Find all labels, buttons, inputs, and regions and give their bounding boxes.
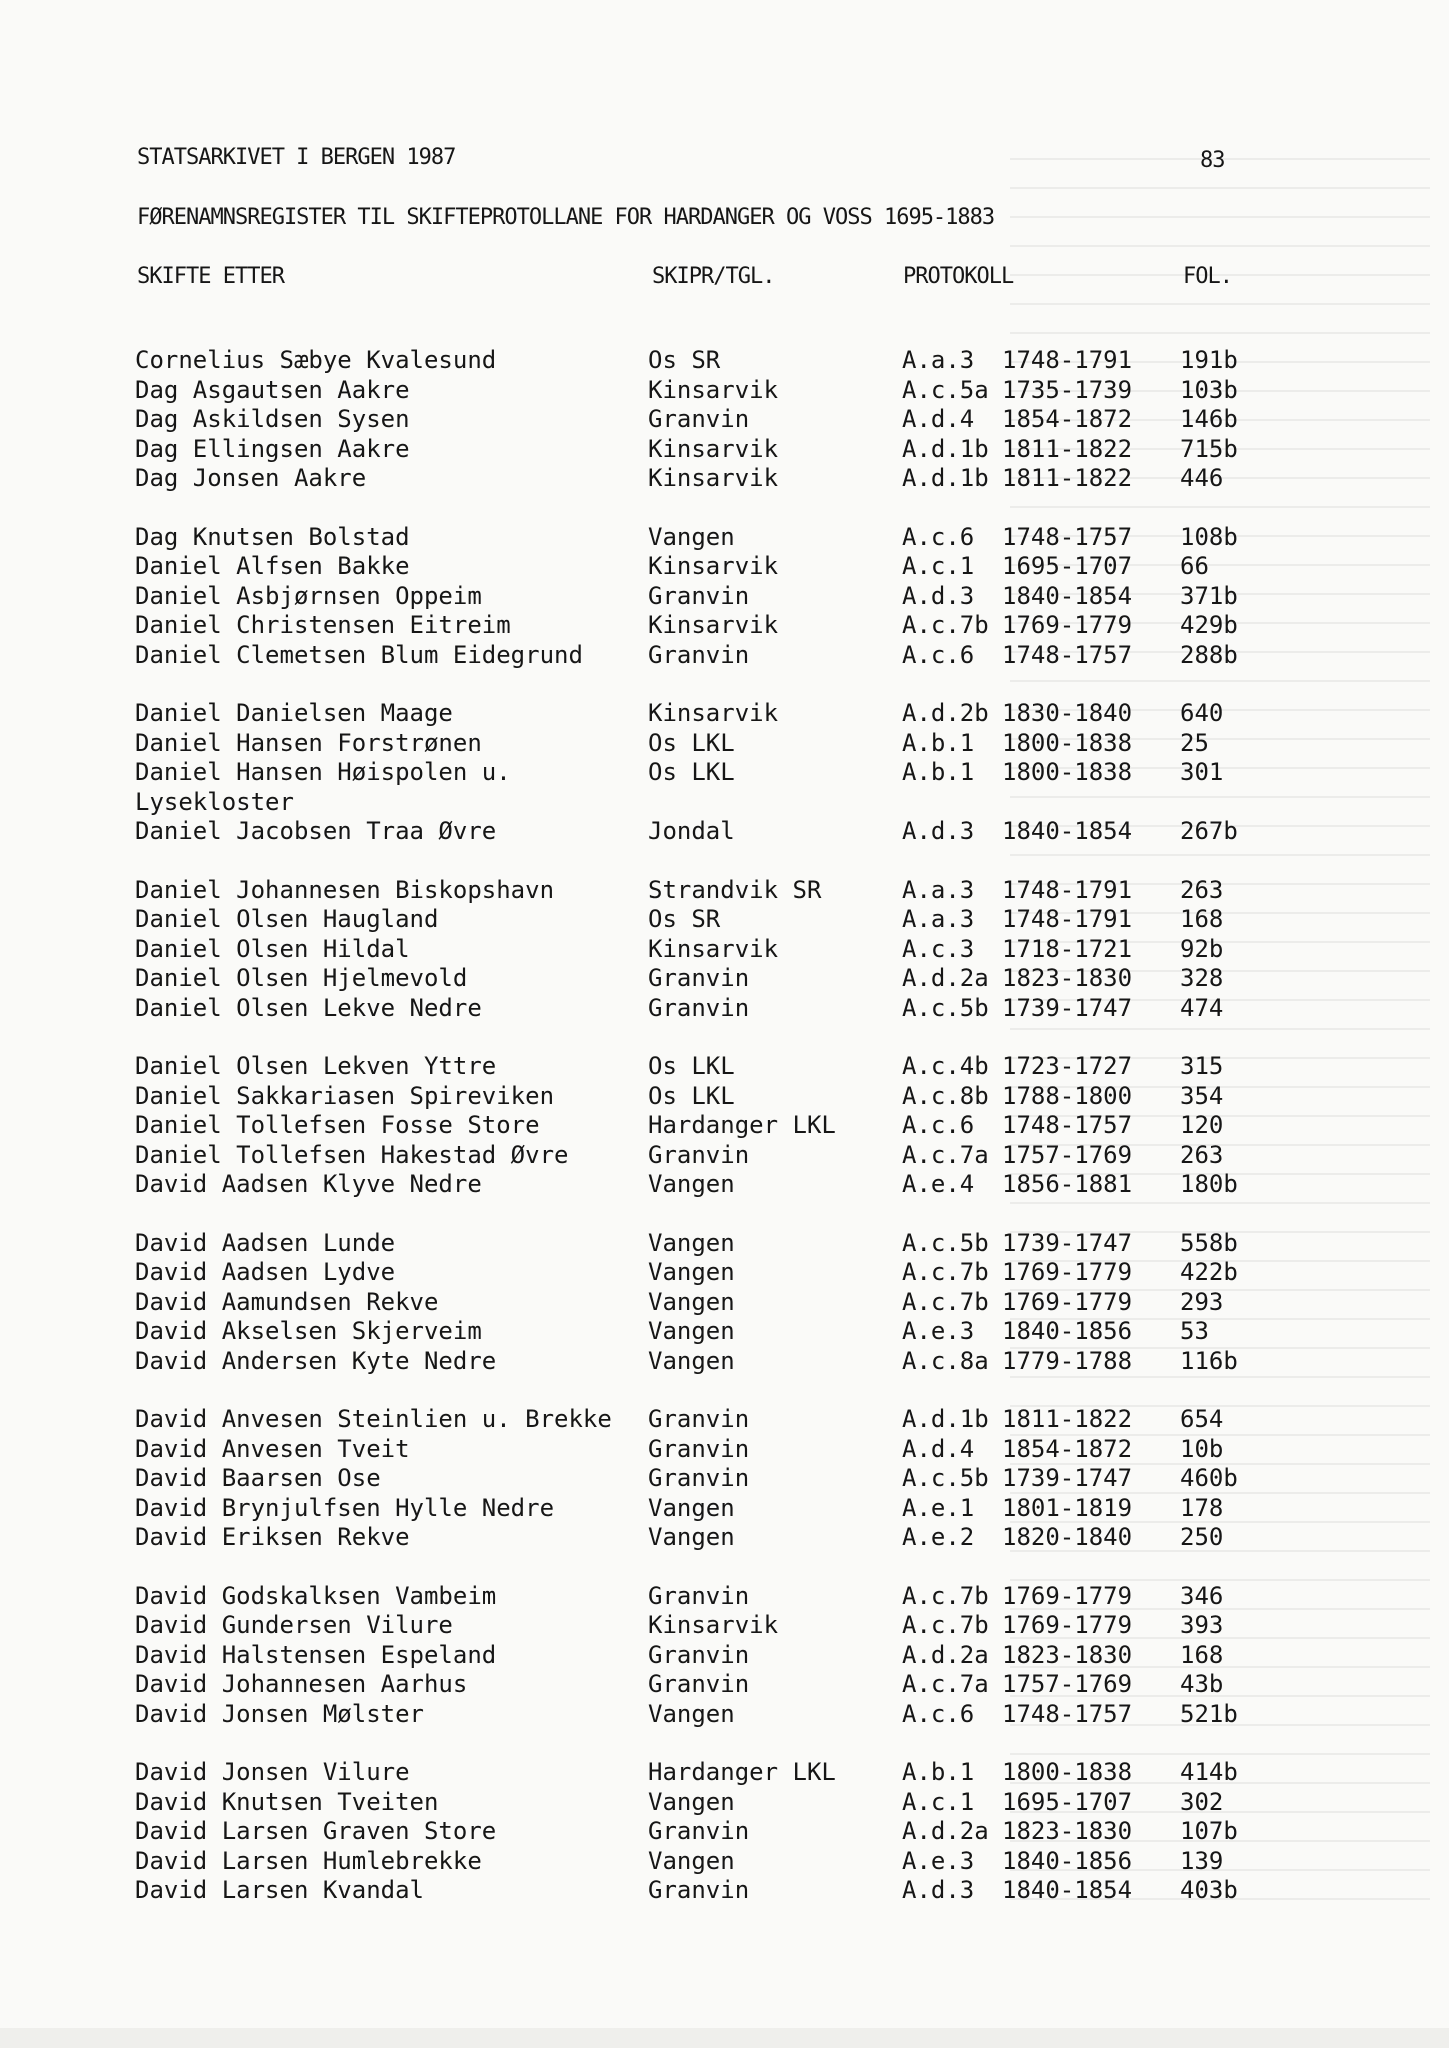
entry-years: 1748-1791	[1002, 346, 1133, 374]
entry-name: David Aadsen Klyve Nedre	[135, 1170, 482, 1198]
entry-name: David Anvesen Tveit	[135, 1434, 410, 1463]
entry-tgl: Vangen	[648, 1787, 735, 1816]
entry-years: 1854-1872	[1002, 1434, 1133, 1463]
entry-years: 1800-1838	[1002, 758, 1133, 786]
table-row	[0, 1288, 1449, 1318]
entry-group	[0, 523, 1449, 671]
entry-folio: 139	[1180, 1846, 1224, 1875]
entry-folio: 263	[1180, 875, 1224, 904]
entry-group	[0, 1758, 1449, 1906]
entry-protocol: A.d.2a	[902, 1640, 989, 1669]
entry-protocol: A.e.1	[902, 1493, 975, 1522]
table-row	[0, 1111, 1449, 1141]
entry-years: 1811-1822	[1002, 434, 1133, 463]
entry-name: Daniel Olsen Lekve Nedre	[135, 993, 482, 1022]
entry-group	[0, 699, 1449, 847]
entry-years: 1800-1838	[1002, 728, 1133, 757]
entry-years: 1748-1791	[1002, 905, 1133, 933]
entry-tgl: Granvin	[648, 1405, 750, 1433]
entry-protocol: A.d.2a	[902, 964, 989, 992]
table-row	[0, 699, 1449, 729]
entry-name: David Johannesen Aarhus	[135, 1670, 468, 1698]
entry-folio: 301	[1180, 758, 1224, 786]
page-bottom-edge	[0, 2028, 1449, 2048]
entry-tgl: Os LKL	[648, 758, 735, 786]
entry-tgl: Granvin	[648, 581, 750, 610]
entry-name: Daniel Christensen Eitreim	[135, 611, 511, 639]
entry-protocol: A.e.2	[902, 1523, 975, 1551]
entry-tgl: Jondal	[648, 817, 735, 845]
entry-folio: 92b	[1180, 934, 1224, 963]
entry-years: 1769-1779	[1002, 1581, 1133, 1610]
table-row	[0, 1876, 1449, 1906]
entry-tgl: Os SR	[648, 905, 721, 933]
entry-protocol: A.a.3	[902, 875, 975, 904]
table-row	[0, 876, 1449, 906]
entry-protocol: A.a.3	[902, 346, 975, 374]
entry-name: Lysekloster	[135, 787, 294, 816]
entry-name: Daniel Clemetsen Blum Eidegrund	[135, 640, 583, 669]
entry-name: David Eriksen Rekve	[135, 1523, 410, 1551]
entry-years: 1840-1856	[1002, 1317, 1133, 1345]
entry-years: 1854-1872	[1002, 405, 1133, 433]
entry-tgl: Os SR	[648, 346, 721, 374]
entry-folio: 393	[1180, 1611, 1224, 1639]
column-header-name: SKIFTE ETTER	[137, 264, 284, 289]
entry-years: 1748-1791	[1002, 875, 1133, 904]
entry-folio: 558b	[1180, 1228, 1238, 1257]
table-row	[0, 582, 1449, 612]
entry-protocol: A.e.3	[902, 1317, 975, 1345]
entry-folio: 178	[1180, 1493, 1224, 1522]
entry-folio: 180b	[1180, 1170, 1238, 1198]
entry-years: 1823-1830	[1002, 1640, 1133, 1669]
entry-protocol: A.c.7a	[902, 1670, 989, 1698]
entry-protocol: A.b.1	[902, 758, 975, 786]
table-row	[0, 1758, 1449, 1788]
table-row	[0, 1258, 1449, 1288]
entry-folio: 446	[1180, 464, 1224, 492]
entry-group	[0, 346, 1449, 494]
table-row	[0, 1082, 1449, 1112]
entry-tgl: Vangen	[648, 1317, 735, 1345]
entry-years: 1695-1707	[1002, 552, 1133, 580]
entry-protocol: A.d.2a	[902, 1817, 989, 1845]
entry-years: 1823-1830	[1002, 1817, 1133, 1845]
entry-folio: 66	[1180, 552, 1209, 580]
register-entries	[0, 346, 1449, 1935]
entry-years: 1748-1757	[1002, 640, 1133, 669]
entry-protocol: A.b.1	[902, 1758, 975, 1786]
entry-folio: 315	[1180, 1052, 1224, 1080]
entry-name: Daniel Alfsen Bakke	[135, 552, 410, 580]
entry-years: 1739-1747	[1002, 1464, 1133, 1492]
entry-years: 1801-1819	[1002, 1493, 1133, 1522]
entry-protocol: A.c.1	[902, 1787, 975, 1816]
entry-protocol: A.e.3	[902, 1846, 975, 1875]
entry-protocol: A.c.5a	[902, 375, 989, 404]
entry-years: 1748-1757	[1002, 1699, 1133, 1728]
entry-years: 1695-1707	[1002, 1787, 1133, 1816]
table-row	[0, 1582, 1449, 1612]
entry-protocol: A.d.3	[902, 817, 975, 845]
entry-protocol: A.e.4	[902, 1170, 975, 1198]
entry-name: David Larsen Kvandal	[135, 1876, 424, 1904]
entry-years: 1739-1747	[1002, 1228, 1133, 1257]
entry-years: 1820-1840	[1002, 1523, 1133, 1551]
entry-protocol: A.d.2b	[902, 699, 989, 727]
entry-folio: 168	[1180, 905, 1224, 933]
entry-protocol: A.d.4	[902, 405, 975, 433]
entry-protocol: A.c.5b	[902, 1228, 989, 1257]
table-row	[0, 523, 1449, 553]
table-row	[0, 1464, 1449, 1494]
entry-name: David Aadsen Lydve	[135, 1258, 396, 1286]
table-row	[0, 1847, 1449, 1877]
entry-years: 1769-1779	[1002, 1611, 1133, 1639]
table-row	[0, 1641, 1449, 1671]
table-row	[0, 1494, 1449, 1524]
entry-folio: 429b	[1180, 611, 1238, 639]
entry-tgl: Granvin	[648, 1434, 750, 1463]
table-row	[0, 1170, 1449, 1200]
entry-years: 1779-1788	[1002, 1346, 1133, 1375]
table-row	[0, 729, 1449, 759]
entry-tgl: Hardanger LKL	[648, 1758, 836, 1786]
entry-folio: 293	[1180, 1287, 1224, 1316]
entry-name: David Gundersen Vilure	[135, 1611, 453, 1639]
entry-protocol: A.a.3	[902, 905, 975, 933]
entry-name: David Larsen Graven Store	[135, 1817, 497, 1845]
column-header-folio: FOL.	[1183, 264, 1232, 289]
entry-name: Daniel Hansen Høispolen u.	[135, 758, 511, 786]
table-row	[0, 464, 1449, 494]
entry-folio: 120	[1180, 1111, 1224, 1139]
entry-tgl: Strandvik SR	[648, 875, 822, 904]
entry-protocol: A.c.7a	[902, 1140, 989, 1169]
entry-protocol: A.c.7b	[902, 611, 989, 639]
entry-folio: 328	[1180, 964, 1224, 992]
entry-protocol: A.d.1b	[902, 434, 989, 463]
table-row	[0, 817, 1449, 847]
entry-tgl: Granvin	[648, 1140, 750, 1169]
entry-name: Dag Knutsen Bolstad	[135, 522, 410, 551]
entry-folio: 288b	[1180, 640, 1238, 669]
entry-protocol: A.c.6	[902, 522, 975, 551]
entry-tgl: Vangen	[648, 1170, 735, 1198]
entry-folio: 403b	[1180, 1876, 1238, 1904]
entry-protocol: A.d.3	[902, 581, 975, 610]
table-row	[0, 1611, 1449, 1641]
entry-group	[0, 876, 1449, 1024]
entry-folio: 414b	[1180, 1758, 1238, 1786]
entry-tgl: Os LKL	[648, 728, 735, 757]
entry-name: Daniel Asbjørnsen Oppeim	[135, 581, 482, 610]
entry-folio: 354	[1180, 1081, 1224, 1110]
page-number: 83	[1200, 148, 1225, 173]
entry-folio: 43b	[1180, 1670, 1224, 1698]
entry-folio: 191b	[1180, 346, 1238, 374]
entry-years: 1769-1779	[1002, 611, 1133, 639]
entry-folio: 263	[1180, 1140, 1224, 1169]
table-row	[0, 1788, 1449, 1818]
entry-years: 1723-1727	[1002, 1052, 1133, 1080]
table-row	[0, 788, 1449, 818]
entry-tgl: Granvin	[648, 1670, 750, 1698]
entry-tgl: Os LKL	[648, 1081, 735, 1110]
entry-tgl: Granvin	[648, 993, 750, 1022]
entry-name: David Baarsen Ose	[135, 1464, 381, 1492]
entry-tgl: Kinsarvik	[648, 375, 779, 404]
table-row	[0, 1405, 1449, 1435]
entry-years: 1718-1721	[1002, 934, 1133, 963]
entry-group	[0, 1582, 1449, 1730]
entry-name: Daniel Tollefsen Fosse Store	[135, 1111, 540, 1139]
entry-tgl: Granvin	[648, 405, 750, 433]
entry-folio: 474	[1180, 993, 1224, 1022]
entry-folio: 422b	[1180, 1258, 1238, 1286]
entry-name: Daniel Olsen Hildal	[135, 934, 410, 963]
entry-tgl: Granvin	[648, 1817, 750, 1845]
table-row	[0, 552, 1449, 582]
entry-years: 1800-1838	[1002, 1758, 1133, 1786]
table-row	[0, 1700, 1449, 1730]
entry-group	[0, 1405, 1449, 1553]
entry-tgl: Hardanger LKL	[648, 1111, 836, 1139]
entry-years: 1840-1856	[1002, 1846, 1133, 1875]
entry-years: 1811-1822	[1002, 1405, 1133, 1433]
entry-protocol: A.b.1	[902, 728, 975, 757]
entry-protocol: A.d.1b	[902, 464, 989, 492]
entry-name: Daniel Jacobsen Traa Øvre	[135, 817, 497, 845]
table-row	[0, 376, 1449, 406]
table-row	[0, 1670, 1449, 1700]
column-header-protocol: PROTOKOLL	[903, 264, 1014, 289]
entry-protocol: A.c.7b	[902, 1287, 989, 1316]
entry-years: 1823-1830	[1002, 964, 1133, 992]
entry-folio: 654	[1180, 1405, 1224, 1433]
entry-tgl: Os LKL	[648, 1052, 735, 1080]
entry-tgl: Kinsarvik	[648, 699, 779, 727]
entry-tgl: Granvin	[648, 1581, 750, 1610]
entry-tgl: Granvin	[648, 964, 750, 992]
entry-folio: 116b	[1180, 1346, 1238, 1375]
entry-name: Daniel Danielsen Maage	[135, 699, 453, 727]
entry-folio: 302	[1180, 1787, 1224, 1816]
table-row	[0, 435, 1449, 465]
table-row	[0, 994, 1449, 1024]
entry-name: David Anvesen Steinlien u. Brekke	[135, 1405, 612, 1433]
entry-years: 1739-1747	[1002, 993, 1133, 1022]
entry-name: Daniel Hansen Forstrønen	[135, 728, 482, 757]
entry-years: 1840-1854	[1002, 581, 1133, 610]
table-row	[0, 346, 1449, 376]
entry-folio: 107b	[1180, 1817, 1238, 1845]
entry-tgl: Vangen	[648, 1228, 735, 1257]
entry-years: 1856-1881	[1002, 1170, 1133, 1198]
entry-folio: 146b	[1180, 405, 1238, 433]
entry-protocol: A.c.5b	[902, 1464, 989, 1492]
entry-tgl: Kinsarvik	[648, 552, 779, 580]
entry-years: 1788-1800	[1002, 1081, 1133, 1110]
entry-name: David Aadsen Lunde	[135, 1228, 396, 1257]
entry-name: Daniel Olsen Hjelmevold	[135, 964, 468, 992]
entry-protocol: A.c.7b	[902, 1611, 989, 1639]
entry-name: Cornelius Sæbye Kvalesund	[135, 346, 497, 374]
entry-folio: 103b	[1180, 375, 1238, 404]
table-row	[0, 641, 1449, 671]
entry-tgl: Granvin	[648, 1464, 750, 1492]
entry-name: David Andersen Kyte Nedre	[135, 1346, 497, 1375]
entry-years: 1735-1739	[1002, 375, 1133, 404]
entry-folio: 346	[1180, 1581, 1224, 1610]
table-row	[0, 1347, 1449, 1377]
entry-years: 1757-1769	[1002, 1140, 1133, 1169]
entry-folio: 250	[1180, 1523, 1224, 1551]
entry-tgl: Kinsarvik	[648, 1611, 779, 1639]
entry-name: David Akselsen Skjerveim	[135, 1317, 482, 1345]
entry-tgl: Vangen	[648, 1493, 735, 1522]
entry-years: 1769-1779	[1002, 1287, 1133, 1316]
entry-folio: 521b	[1180, 1699, 1238, 1728]
entry-years: 1840-1854	[1002, 817, 1133, 845]
entry-tgl: Granvin	[648, 640, 750, 669]
entry-name: David Halstensen Espeland	[135, 1640, 497, 1669]
entry-name: Daniel Sakkariasen Spireviken	[135, 1081, 555, 1110]
entry-tgl: Kinsarvik	[648, 611, 779, 639]
entry-years: 1840-1854	[1002, 1876, 1133, 1904]
entry-tgl: Vangen	[648, 1699, 735, 1728]
entry-folio: 25	[1180, 728, 1209, 757]
entry-folio: 715b	[1180, 434, 1238, 463]
entry-tgl: Vangen	[648, 1258, 735, 1286]
entry-protocol: A.d.4	[902, 1434, 975, 1463]
entry-folio: 168	[1180, 1640, 1224, 1669]
table-row	[0, 405, 1449, 435]
table-row	[0, 1317, 1449, 1347]
entry-protocol: A.c.4b	[902, 1052, 989, 1080]
entry-folio: 108b	[1180, 522, 1238, 551]
entry-name: David Brynjulfsen Hylle Nedre	[135, 1493, 555, 1522]
entry-name: Dag Jonsen Aakre	[135, 464, 367, 492]
table-row	[0, 935, 1449, 965]
entry-years: 1748-1757	[1002, 1111, 1133, 1139]
entry-name: Dag Asgautsen Aakre	[135, 375, 410, 404]
entry-group	[0, 1052, 1449, 1200]
entry-name: David Larsen Humlebrekke	[135, 1846, 482, 1875]
entry-name: Daniel Olsen Haugland	[135, 905, 439, 933]
entry-protocol: A.d.3	[902, 1876, 975, 1904]
entry-protocol: A.c.6	[902, 640, 975, 669]
entry-years: 1757-1769	[1002, 1670, 1133, 1698]
entry-folio: 53	[1180, 1317, 1209, 1345]
table-row	[0, 1817, 1449, 1847]
entry-tgl: Granvin	[648, 1640, 750, 1669]
entry-name: David Knutsen Tveiten	[135, 1787, 439, 1816]
entry-years: 1748-1757	[1002, 522, 1133, 551]
table-row	[0, 1052, 1449, 1082]
table-row	[0, 611, 1449, 641]
entry-tgl: Granvin	[648, 1876, 750, 1904]
entry-protocol: A.c.1	[902, 552, 975, 580]
entry-protocol: A.c.7b	[902, 1258, 989, 1286]
table-row	[0, 905, 1449, 935]
column-header-tgl: SKIPR/TGL.	[652, 264, 775, 289]
entry-protocol: A.c.8b	[902, 1081, 989, 1110]
entry-protocol: A.c.6	[902, 1111, 975, 1139]
entry-folio: 460b	[1180, 1464, 1238, 1492]
table-row	[0, 1229, 1449, 1259]
table-row	[0, 1141, 1449, 1171]
entry-tgl: Kinsarvik	[648, 464, 779, 492]
entry-tgl: Vangen	[648, 1287, 735, 1316]
table-row	[0, 1435, 1449, 1465]
entry-name: Dag Ellingsen Aakre	[135, 434, 410, 463]
table-row	[0, 1523, 1449, 1553]
entry-tgl: Vangen	[648, 522, 735, 551]
entry-name: David Godskalksen Vambeim	[135, 1581, 497, 1610]
entry-years: 1811-1822	[1002, 464, 1133, 492]
entry-name: Daniel Johannesen Biskopshavn	[135, 875, 555, 904]
entry-name: Dag Askildsen Sysen	[135, 405, 410, 433]
entry-name: David Jonsen Mølster	[135, 1699, 424, 1728]
entry-protocol: A.c.3	[902, 934, 975, 963]
register-title: FØRENAMNSREGISTER TIL SKIFTEPROTOLLANE FOR HARDANGER OG VOSS 1695-1883	[137, 205, 995, 230]
entry-tgl: Vangen	[648, 1346, 735, 1375]
entry-name: David Jonsen Vilure	[135, 1758, 410, 1786]
entry-years: 1769-1779	[1002, 1258, 1133, 1286]
entry-tgl: Kinsarvik	[648, 434, 779, 463]
entry-name: Daniel Tollefsen Hakestad Øvre	[135, 1140, 569, 1169]
entry-protocol: A.d.1b	[902, 1405, 989, 1433]
entry-folio: 267b	[1180, 817, 1238, 845]
entry-name: David Aamundsen Rekve	[135, 1287, 439, 1316]
entry-folio: 10b	[1180, 1434, 1224, 1463]
entry-protocol: A.c.5b	[902, 993, 989, 1022]
archive-header: STATSARKIVET I BERGEN 1987	[137, 145, 456, 170]
entry-years: 1830-1840	[1002, 699, 1133, 727]
entry-tgl: Vangen	[648, 1846, 735, 1875]
entry-tgl: Vangen	[648, 1523, 735, 1551]
entry-protocol: A.c.8a	[902, 1346, 989, 1375]
table-row	[0, 964, 1449, 994]
table-row	[0, 758, 1449, 788]
entry-protocol: A.c.6	[902, 1699, 975, 1728]
entry-group	[0, 1229, 1449, 1377]
entry-protocol: A.c.7b	[902, 1581, 989, 1610]
entry-folio: 640	[1180, 699, 1224, 727]
entry-tgl: Kinsarvik	[648, 934, 779, 963]
entry-name: Daniel Olsen Lekven Yttre	[135, 1052, 497, 1080]
entry-folio: 371b	[1180, 581, 1238, 610]
